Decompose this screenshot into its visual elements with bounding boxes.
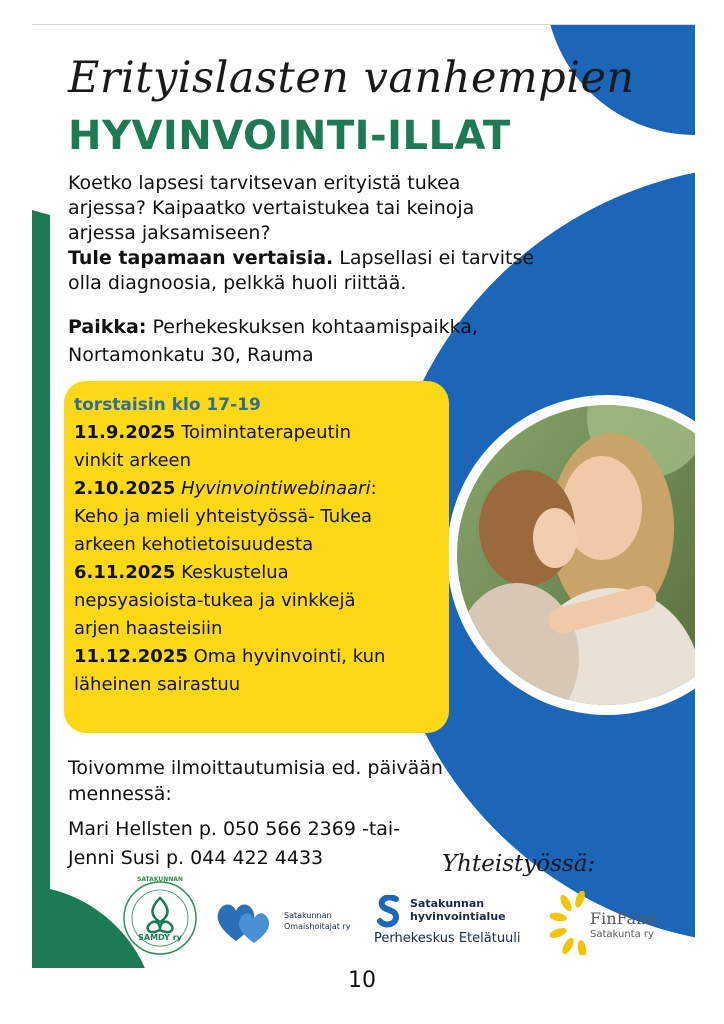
intro-line-2: arjessa? Kaipaatko vertaistukea tai keinoja — [68, 197, 475, 219]
event-item — [74, 419, 439, 475]
cooperation-label: Yhteistyössä: — [442, 851, 596, 877]
event-3-date: 6.11.2025 — [74, 562, 176, 583]
contact-info — [68, 815, 488, 873]
event-1-title: Toimintaterapeutin — [175, 422, 351, 443]
place-label: Paikka: — [68, 316, 147, 338]
intro-line-4-rest: Lapsellasi ei tarvitse — [333, 247, 535, 269]
hyvinvointialue-s-icon — [376, 895, 402, 929]
registration-line-1: Toivomme ilmoittautumisia ed. päivään — [68, 757, 443, 779]
finfami-line-1: FinFami — [590, 909, 657, 928]
finfami-logo — [550, 891, 690, 955]
hyvinvointialue-line-1: Satakunnan — [410, 897, 485, 910]
intro-line-1: Koetko lapsesi tarvitsevan erityistä tukea — [68, 172, 461, 194]
schedule-heading: torstaisin klo 17-19 — [74, 395, 261, 415]
title-script: Erityislasten vanhempien — [68, 53, 635, 103]
event-2-line-1 — [74, 475, 439, 503]
hyvinvointialue-line-3: Perhekeskus Etelätuuli — [374, 931, 521, 946]
intro-line-4 — [68, 246, 578, 271]
omaishoitajat-line-1: Satakunnan — [284, 911, 332, 920]
event-item — [74, 475, 439, 559]
intro-line-3: arjessa jaksamiseen? — [68, 222, 271, 244]
page-number: 10 — [348, 968, 376, 993]
event-4-line-2: läheinen sairastuu — [74, 674, 241, 695]
flyer-page — [32, 25, 695, 968]
mother-child-photo — [427, 358, 695, 753]
event-item — [74, 559, 439, 643]
event-3-title: Keskustelua — [175, 562, 289, 583]
left-green-bar — [32, 210, 50, 968]
registration-line-2: mennessä: — [68, 783, 172, 805]
event-3-line-1 — [74, 559, 439, 587]
intro-text — [68, 171, 578, 296]
place-line-1-rest: Perhekeskuksen kohtaamispaikka, — [146, 316, 478, 338]
event-item — [74, 643, 439, 699]
samdy-logo — [120, 878, 200, 958]
contact-jenni: Jenni Susi p. 044 422 4433 — [68, 847, 324, 869]
place-line-1 — [68, 313, 588, 341]
finfami-line-2: Satakunta ry — [590, 929, 654, 940]
event-2-colon: : — [370, 478, 377, 499]
registration-text — [68, 755, 488, 807]
contact-mari: Mari Hellsten p. 050 566 2369 -tai- — [68, 818, 401, 840]
omaishoitajat-line-2: Omaishoitajat ry — [284, 922, 351, 931]
event-4-date: 11.12.2025 — [74, 646, 188, 667]
event-3-line-2: nepsyasioista-tukea ja vinkkejä — [74, 590, 356, 611]
hearts-icon — [214, 897, 276, 945]
schedule-box — [64, 381, 449, 733]
samdy-name: SAMDY ry — [138, 933, 182, 942]
place-info — [68, 313, 588, 369]
place-line-2: Nortamonkatu 30, Rauma — [68, 344, 314, 366]
title-main: HYVINVOINTI-ILLAT — [68, 113, 511, 159]
event-4-title: Oma hyvinvointi, kun — [187, 646, 386, 667]
event-2-italic: Hyvinvointiwebinaari — [181, 478, 371, 499]
hyvinvointialue-logo — [372, 893, 552, 953]
omaishoitajat-logo — [214, 897, 364, 947]
samdy-arc-text: SATAKUNNAN — [137, 876, 183, 883]
event-1-line-1 — [74, 419, 439, 447]
event-2-date: 2.10.2025 — [74, 478, 176, 499]
event-2-line-2: Keho ja mieli yhteistyössä- Tukea — [74, 506, 373, 527]
intro-line-5: olla diagnoosia, pelkkä huoli riittää. — [68, 272, 407, 294]
event-1-date: 11.9.2025 — [74, 422, 176, 443]
intro-bold: Tule tapamaan vertaisia. — [68, 247, 334, 269]
event-4-line-1 — [74, 643, 439, 671]
samdy-emblem-icon — [120, 878, 200, 958]
hyvinvointialue-line-2: hyvinvointialue — [410, 910, 506, 923]
event-2-line-3: arkeen kehotietoisuudesta — [74, 534, 314, 555]
event-3-line-3: arjen haasteisiin — [74, 618, 223, 639]
event-1-line-2: vinkit arkeen — [74, 450, 192, 471]
